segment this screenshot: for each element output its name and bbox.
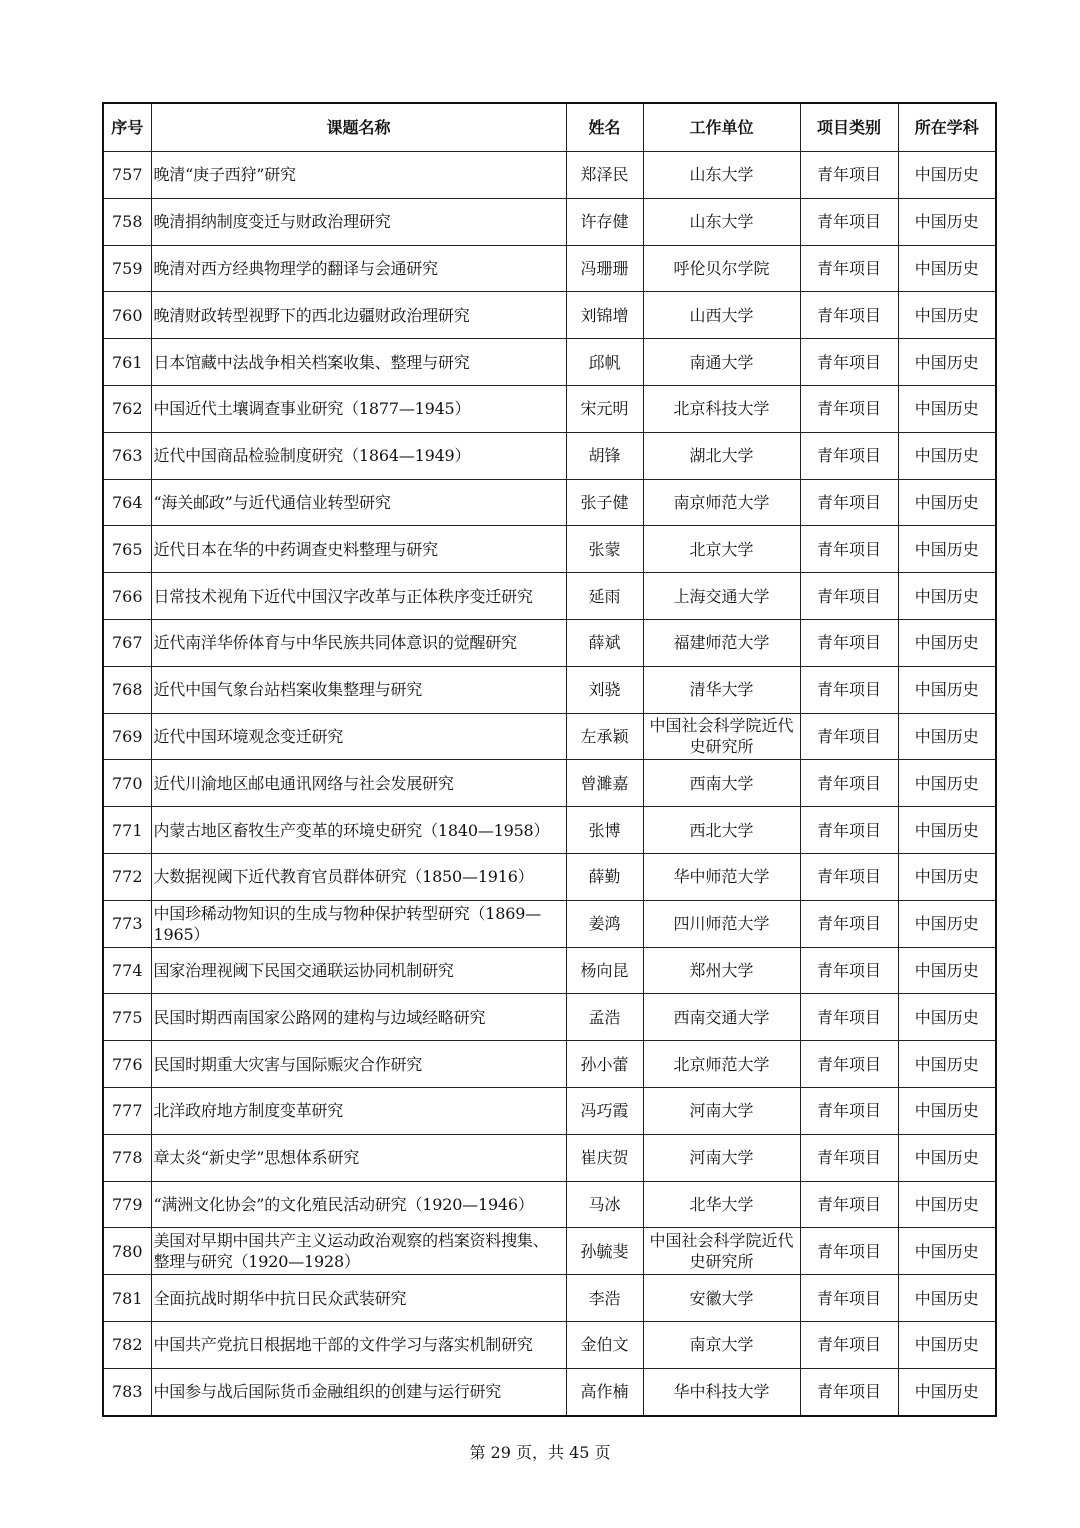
row-serial: 762	[103, 385, 151, 432]
row-serial: 768	[103, 666, 151, 713]
row-serial: 776	[103, 1041, 151, 1088]
row-name: 郑泽民	[566, 152, 643, 199]
row-name: 刘骁	[566, 666, 643, 713]
row-subject: 中国历史	[898, 900, 996, 947]
row-unit: 南京师范大学	[643, 479, 800, 526]
row-serial: 758	[103, 198, 151, 245]
table-row	[103, 1321, 996, 1368]
row-category: 青年项目	[800, 292, 898, 339]
row-serial: 778	[103, 1134, 151, 1181]
row-unit: 南通大学	[643, 339, 800, 386]
row-subject: 中国历史	[898, 1228, 996, 1275]
row-category: 青年项目	[800, 1321, 898, 1368]
row-title: 中国近代土壤调查事业研究（1877—1945）	[151, 385, 566, 432]
row-subject: 中国历史	[898, 713, 996, 760]
row-unit: 北华大学	[643, 1181, 800, 1228]
table-body	[103, 152, 996, 1416]
row-subject: 中国历史	[898, 853, 996, 900]
row-subject: 中国历史	[898, 1134, 996, 1181]
table-row	[103, 1228, 996, 1275]
row-unit: 郑州大学	[643, 947, 800, 994]
row-unit: 中国社会科学院近代史研究所	[643, 713, 800, 760]
row-name: 刘锦增	[566, 292, 643, 339]
row-unit: 北京大学	[643, 526, 800, 573]
row-serial: 766	[103, 573, 151, 620]
row-category: 青年项目	[800, 1368, 898, 1415]
row-name: 薛斌	[566, 619, 643, 666]
row-subject: 中国历史	[898, 385, 996, 432]
header-category: 项目类别	[800, 103, 898, 152]
row-category: 青年项目	[800, 573, 898, 620]
row-title: “满洲文化协会”的文化殖民活动研究（1920—1946）	[151, 1181, 566, 1228]
row-unit: 山东大学	[643, 152, 800, 199]
table-row	[103, 385, 996, 432]
row-serial: 767	[103, 619, 151, 666]
row-category: 青年项目	[800, 245, 898, 292]
row-subject: 中国历史	[898, 1275, 996, 1322]
table-row	[103, 760, 996, 807]
row-serial: 783	[103, 1368, 151, 1415]
row-unit: 北京师范大学	[643, 1041, 800, 1088]
row-serial: 769	[103, 713, 151, 760]
row-unit: 清华大学	[643, 666, 800, 713]
row-subject: 中国历史	[898, 1368, 996, 1415]
row-subject: 中国历史	[898, 432, 996, 479]
row-name: 宋元明	[566, 385, 643, 432]
table-row	[103, 1134, 996, 1181]
row-unit: 河南大学	[643, 1134, 800, 1181]
row-name: 崔庆贺	[566, 1134, 643, 1181]
row-serial: 763	[103, 432, 151, 479]
row-title: 日本馆藏中法战争相关档案收集、整理与研究	[151, 339, 566, 386]
header-serial: 序号	[103, 103, 151, 152]
row-category: 青年项目	[800, 807, 898, 854]
row-title: 章太炎“新史学”思想体系研究	[151, 1134, 566, 1181]
table-row	[103, 1087, 996, 1134]
project-table	[102, 102, 997, 1417]
row-category: 青年项目	[800, 1041, 898, 1088]
row-unit: 湖北大学	[643, 432, 800, 479]
row-title: 全面抗战时期华中抗日民众武装研究	[151, 1275, 566, 1322]
row-serial: 760	[103, 292, 151, 339]
table-row	[103, 573, 996, 620]
table-row	[103, 853, 996, 900]
table-header-row	[103, 103, 996, 152]
row-category: 青年项目	[800, 1087, 898, 1134]
row-name: 孟浩	[566, 994, 643, 1041]
row-serial: 773	[103, 900, 151, 947]
header-unit: 工作单位	[643, 103, 800, 152]
row-name: 张蒙	[566, 526, 643, 573]
row-category: 青年项目	[800, 385, 898, 432]
page-footer: 第 29 页，共 45 页	[469, 1443, 611, 1462]
row-category: 青年项目	[800, 947, 898, 994]
row-unit: 中国社会科学院近代史研究所	[643, 1228, 800, 1275]
row-category: 青年项目	[800, 900, 898, 947]
row-subject: 中国历史	[898, 292, 996, 339]
row-name: 胡锋	[566, 432, 643, 479]
row-unit: 西南大学	[643, 760, 800, 807]
row-name: 孙毓斐	[566, 1228, 643, 1275]
row-category: 青年项目	[800, 1134, 898, 1181]
row-category: 青年项目	[800, 339, 898, 386]
row-title: 中国珍稀动物知识的生成与物种保护转型研究（1869—1965）	[151, 900, 566, 947]
row-name: 金伯文	[566, 1321, 643, 1368]
table-row	[103, 713, 996, 760]
table-row	[103, 198, 996, 245]
table-row	[103, 152, 996, 199]
row-subject: 中国历史	[898, 1087, 996, 1134]
table-row	[103, 432, 996, 479]
row-serial: 780	[103, 1228, 151, 1275]
table-row	[103, 526, 996, 573]
row-subject: 中国历史	[898, 619, 996, 666]
row-name: 左承颖	[566, 713, 643, 760]
row-unit: 华中科技大学	[643, 1368, 800, 1415]
table-row	[103, 1275, 996, 1322]
row-category: 青年项目	[800, 853, 898, 900]
row-serial: 770	[103, 760, 151, 807]
row-category: 青年项目	[800, 1275, 898, 1322]
row-unit: 华中师范大学	[643, 853, 800, 900]
row-unit: 四川师范大学	[643, 900, 800, 947]
row-unit: 山西大学	[643, 292, 800, 339]
row-category: 青年项目	[800, 152, 898, 199]
row-unit: 呼伦贝尔学院	[643, 245, 800, 292]
row-serial: 757	[103, 152, 151, 199]
row-name: 冯巧霞	[566, 1087, 643, 1134]
row-title: 晚清捐纳制度变迁与财政治理研究	[151, 198, 566, 245]
row-category: 青年项目	[800, 994, 898, 1041]
row-serial: 774	[103, 947, 151, 994]
row-title: 民国时期西南国家公路网的建构与边域经略研究	[151, 994, 566, 1041]
row-subject: 中国历史	[898, 1181, 996, 1228]
row-serial: 761	[103, 339, 151, 386]
row-subject: 中国历史	[898, 339, 996, 386]
row-title: 日常技术视角下近代中国汉字改革与正体秩序变迁研究	[151, 573, 566, 620]
row-name: 延雨	[566, 573, 643, 620]
row-title: 近代中国环境观念变迁研究	[151, 713, 566, 760]
table-row	[103, 666, 996, 713]
row-subject: 中国历史	[898, 245, 996, 292]
row-subject: 中国历史	[898, 526, 996, 573]
row-title: 晚清财政转型视野下的西北边疆财政治理研究	[151, 292, 566, 339]
row-subject: 中国历史	[898, 807, 996, 854]
row-subject: 中国历史	[898, 994, 996, 1041]
table-row	[103, 900, 996, 947]
row-serial: 779	[103, 1181, 151, 1228]
row-name: 曾濉嘉	[566, 760, 643, 807]
row-serial: 781	[103, 1275, 151, 1322]
row-name: 冯珊珊	[566, 245, 643, 292]
table-row	[103, 1041, 996, 1088]
row-category: 青年项目	[800, 432, 898, 479]
row-name: 张子健	[566, 479, 643, 526]
row-subject: 中国历史	[898, 1321, 996, 1368]
table-row	[103, 1368, 996, 1415]
row-name: 孙小蕾	[566, 1041, 643, 1088]
row-title: 民国时期重大灾害与国际赈灾合作研究	[151, 1041, 566, 1088]
row-category: 青年项目	[800, 619, 898, 666]
row-serial: 765	[103, 526, 151, 573]
row-category: 青年项目	[800, 713, 898, 760]
row-subject: 中国历史	[898, 479, 996, 526]
row-subject: 中国历史	[898, 760, 996, 807]
row-name: 高作楠	[566, 1368, 643, 1415]
row-category: 青年项目	[800, 479, 898, 526]
row-title: 近代川渝地区邮电通讯网络与社会发展研究	[151, 760, 566, 807]
row-unit: 福建师范大学	[643, 619, 800, 666]
table-row	[103, 479, 996, 526]
row-title: 中国参与战后国际货币金融组织的创建与运行研究	[151, 1368, 566, 1415]
row-unit: 南京大学	[643, 1321, 800, 1368]
row-unit: 山东大学	[643, 198, 800, 245]
table-row	[103, 807, 996, 854]
row-serial: 777	[103, 1087, 151, 1134]
row-unit: 安徽大学	[643, 1275, 800, 1322]
row-name: 姜鸿	[566, 900, 643, 947]
row-category: 青年项目	[800, 198, 898, 245]
row-category: 青年项目	[800, 526, 898, 573]
row-title: 近代日本在华的中药调查史料整理与研究	[151, 526, 566, 573]
row-name: 杨向昆	[566, 947, 643, 994]
row-serial: 764	[103, 479, 151, 526]
table-row	[103, 1181, 996, 1228]
row-name: 薛勤	[566, 853, 643, 900]
row-serial: 771	[103, 807, 151, 854]
row-title: 内蒙古地区畜牧生产变革的环境史研究（1840—1958）	[151, 807, 566, 854]
row-name: 马冰	[566, 1181, 643, 1228]
row-title: 近代中国气象台站档案收集整理与研究	[151, 666, 566, 713]
row-title: 北洋政府地方制度变革研究	[151, 1087, 566, 1134]
table-row	[103, 245, 996, 292]
row-unit: 北京科技大学	[643, 385, 800, 432]
row-title: 近代中国商品检验制度研究（1864—1949）	[151, 432, 566, 479]
row-category: 青年项目	[800, 666, 898, 713]
row-category: 青年项目	[800, 1228, 898, 1275]
row-subject: 中国历史	[898, 947, 996, 994]
row-unit: 西南交通大学	[643, 994, 800, 1041]
header-name: 姓名	[566, 103, 643, 152]
row-category: 青年项目	[800, 1181, 898, 1228]
row-serial: 782	[103, 1321, 151, 1368]
row-subject: 中国历史	[898, 666, 996, 713]
row-serial: 775	[103, 994, 151, 1041]
row-name: 李浩	[566, 1275, 643, 1322]
row-title: 国家治理视阈下民国交通联运协同机制研究	[151, 947, 566, 994]
row-title: 晚清“庚子西狩”研究	[151, 152, 566, 199]
row-name: 邱帆	[566, 339, 643, 386]
row-serial: 772	[103, 853, 151, 900]
row-name: 张博	[566, 807, 643, 854]
row-title: 中国共产党抗日根据地干部的文件学习与落实机制研究	[151, 1321, 566, 1368]
table-row	[103, 339, 996, 386]
row-subject: 中国历史	[898, 1041, 996, 1088]
row-unit: 上海交通大学	[643, 573, 800, 620]
header-subject: 所在学科	[898, 103, 996, 152]
row-category: 青年项目	[800, 760, 898, 807]
table-row	[103, 619, 996, 666]
row-subject: 中国历史	[898, 198, 996, 245]
table-row	[103, 292, 996, 339]
row-title: “海关邮政”与近代通信业转型研究	[151, 479, 566, 526]
row-unit: 西北大学	[643, 807, 800, 854]
table-row	[103, 994, 996, 1041]
row-subject: 中国历史	[898, 152, 996, 199]
row-title: 晚清对西方经典物理学的翻译与会通研究	[151, 245, 566, 292]
table-row	[103, 947, 996, 994]
row-subject: 中国历史	[898, 573, 996, 620]
row-title: 近代南洋华侨体育与中华民族共同体意识的觉醒研究	[151, 619, 566, 666]
header-title: 课题名称	[151, 103, 566, 152]
row-unit: 河南大学	[643, 1087, 800, 1134]
row-serial: 759	[103, 245, 151, 292]
row-name: 许存健	[566, 198, 643, 245]
row-title: 大数据视阈下近代教育官员群体研究（1850—1916）	[151, 853, 566, 900]
row-title: 美国对早期中国共产主义运动政治观察的档案资料搜集、整理与研究（1920—1928）	[151, 1228, 566, 1275]
